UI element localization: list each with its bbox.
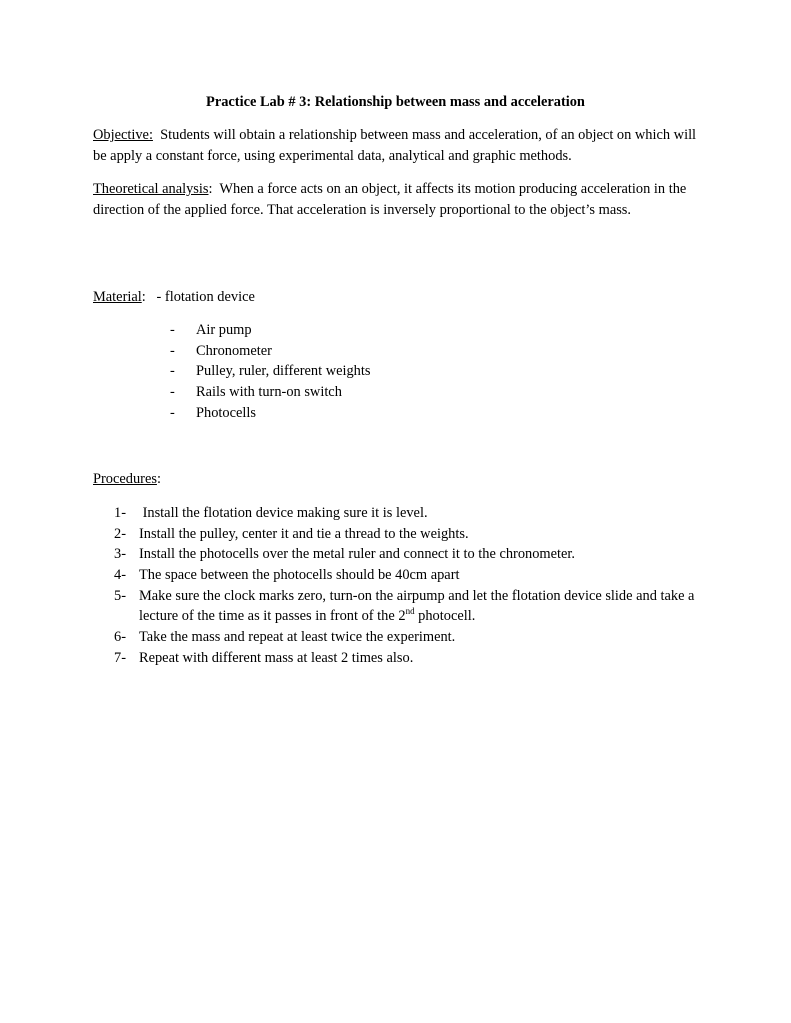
theory-label: Theoretical analysis <box>93 181 209 197</box>
list-item <box>114 586 709 627</box>
step-text: Repeat with different mass at least 2 times also. <box>139 649 414 666</box>
step-text: Make sure the clock marks zero, turn-on the airpump and let the flotation device slide and take a lecture of the time as it passes in front of the 2nd photocell. <box>139 587 695 625</box>
list-item: - Chronometer <box>170 341 370 362</box>
list-item <box>114 524 709 545</box>
procedures-list <box>114 503 709 668</box>
theory-paragraph <box>93 179 703 220</box>
list-item <box>114 544 709 565</box>
bullet-dash: - <box>170 342 175 359</box>
objective-paragraph <box>93 125 703 166</box>
bullet-dash: - <box>170 363 175 380</box>
step-text: Install the photocells over the metal ruler and connect it to the chronometer. <box>139 546 575 563</box>
step-number: 6- <box>114 628 126 645</box>
step-number: 4- <box>114 567 126 584</box>
superscript: nd <box>405 606 415 617</box>
list-item <box>114 648 709 669</box>
list-item: - Air pump <box>170 320 370 341</box>
page-title: Practice Lab # 3: Relationship between mass and acceleration <box>206 94 585 110</box>
step-text: Take the mass and repeat at least twice the experiment. <box>139 628 456 645</box>
material-heading: Material: - flotation device <box>93 289 255 305</box>
bullet-dash: - <box>170 404 175 421</box>
theory-colon: : <box>208 181 213 197</box>
material-label: Material <box>93 289 142 305</box>
step-text: Install the flotation device making sure it is level. <box>139 505 428 521</box>
procedures-label: Procedures <box>93 471 157 487</box>
step-number: 3- <box>114 546 126 563</box>
bullet-dash: - <box>170 384 175 401</box>
list-item: - Photocells <box>170 403 370 424</box>
bullet-dash: - <box>170 322 175 338</box>
theory-text: When a force acts on an object, it affects its motion producing acceleration in the direction of the applied force. That acceleration is inversely proportional to the object’s mass. <box>93 181 687 218</box>
step-number: 7- <box>114 649 126 666</box>
procedures-heading: Procedures: <box>93 471 161 487</box>
list-item <box>114 565 709 586</box>
list-item: - Pulley, ruler, different weights <box>170 361 370 382</box>
list-item <box>114 627 709 648</box>
objective-text: Students will obtain a relationship between mass and acceleration, of an object on which will be apply a constant force, using experimental data, analytical and graphic methods. <box>93 127 697 164</box>
step-number: 5- <box>114 587 126 604</box>
step-text: Install the pulley, center it and tie a thread to the weights. <box>139 525 469 542</box>
step-number: 2- <box>114 525 126 542</box>
objective-label: Objective: <box>93 127 153 143</box>
step-text: The space between the photocells should be 40cm apart <box>139 567 460 584</box>
material-first-item: - flotation device <box>156 289 255 305</box>
list-item <box>114 503 709 524</box>
step-number: 1- <box>114 505 126 521</box>
list-item: - Rails with turn-on switch <box>170 382 370 403</box>
material-list <box>170 320 370 423</box>
